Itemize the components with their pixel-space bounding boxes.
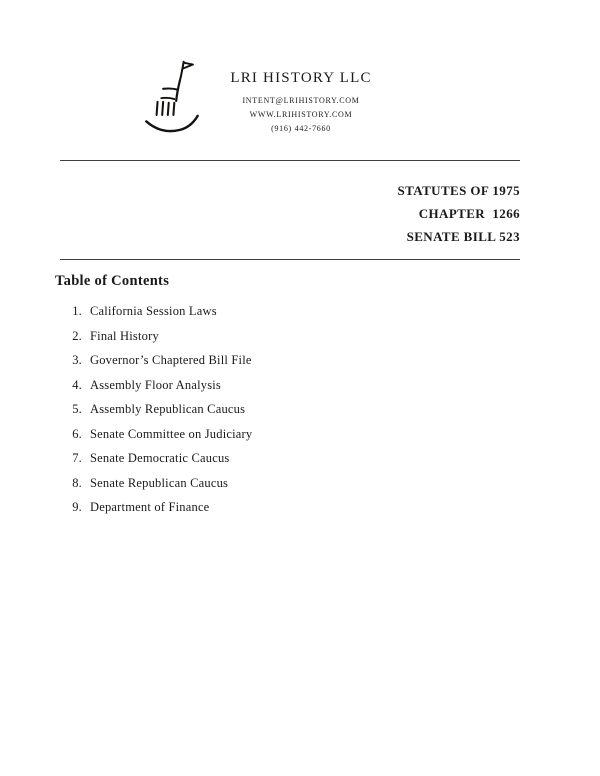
statutes-line: STATUTES OF 1975 (397, 183, 520, 198)
toc-item-label: Department of Finance (90, 500, 210, 514)
toc-item-label: Senate Republican Caucus (90, 475, 229, 490)
toc-item (66, 402, 252, 427)
hand-drawn-capitol-sketch-icon (140, 58, 218, 142)
toc-item-label: Senate Committee on Judiciary (90, 426, 253, 441)
toc-item-number: 8. (72, 475, 82, 490)
chapter-line: CHAPTER 1266 (418, 206, 520, 221)
toc-item-label: Assembly Floor Analysis (90, 377, 221, 392)
company-logo (140, 58, 218, 142)
company-website: WWW.LRIHISTORY.COM (249, 110, 353, 119)
toc-item-number: 9. (72, 500, 82, 514)
toc-item (66, 329, 252, 354)
toc-item (66, 427, 252, 452)
toc-item-number: 4. (72, 377, 82, 392)
toc-item-label: Final History (90, 328, 159, 343)
toc-item-number: 3. (72, 353, 82, 367)
toc-item (66, 378, 252, 403)
toc-item-number: 5. (72, 402, 82, 416)
letterhead (228, 70, 374, 136)
case-reference (398, 179, 520, 248)
toc-item (66, 500, 252, 525)
toc-title: Table of Contents (55, 273, 170, 289)
company-email: INTENT@LRIHISTORY.COM (242, 96, 360, 105)
toc-item-number: 2. (72, 328, 82, 343)
divider-bottom (60, 259, 520, 260)
company-name: LRI HISTORY LLC (230, 70, 372, 86)
toc-item (66, 353, 252, 378)
toc-item-label: Senate Democratic Caucus (90, 451, 230, 465)
toc-item-number: 1. (72, 304, 82, 318)
toc-item (66, 476, 252, 501)
senate-bill-line: SENATE BILL 523 (406, 229, 520, 244)
divider-top (60, 160, 520, 161)
toc-item (66, 451, 252, 476)
toc-item-label: Governor’s Chaptered Bill File (90, 353, 252, 367)
toc-item-number: 6. (72, 426, 82, 441)
toc-item-label: California Session Laws (90, 304, 217, 318)
company-phone: (916) 442-7660 (271, 124, 331, 133)
toc-list (66, 304, 252, 525)
toc-item-label: Assembly Republican Caucus (90, 402, 246, 416)
toc-item-number: 7. (72, 451, 82, 465)
toc-item (66, 304, 252, 329)
